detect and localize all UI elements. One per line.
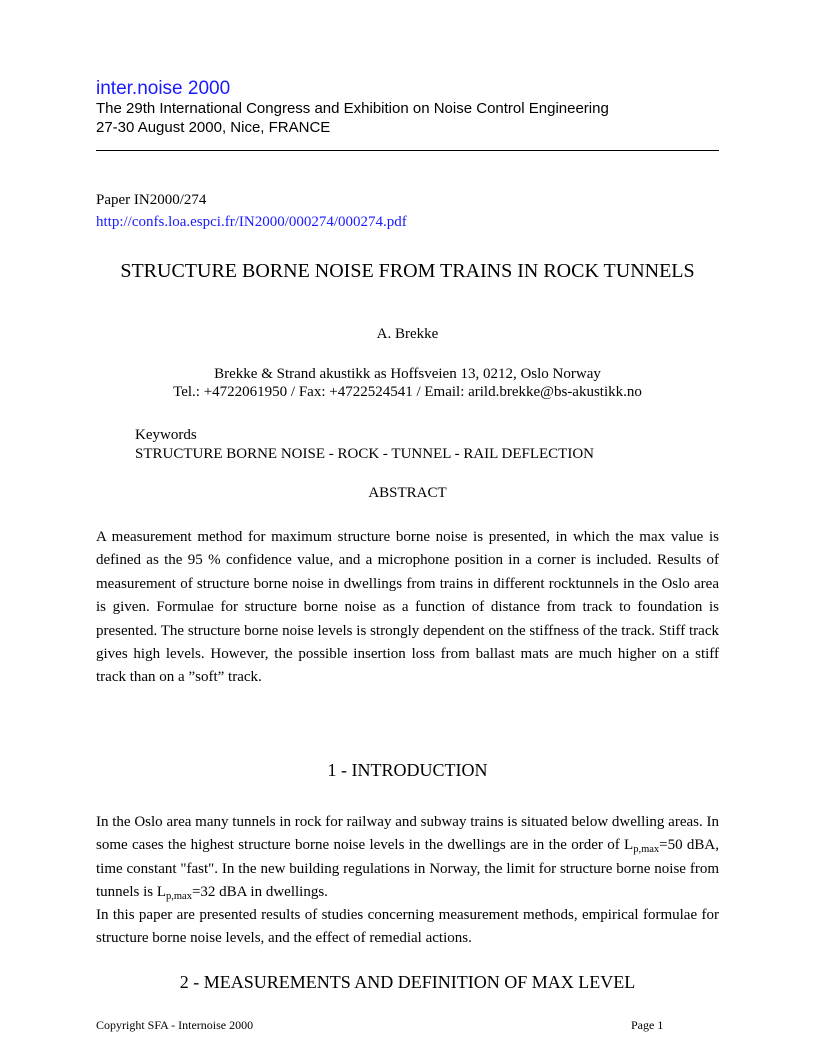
paper-id: Paper IN2000/274 [96, 192, 207, 208]
conference-dates: 27-30 August 2000, Nice, FRANCE [96, 119, 331, 136]
intro-paragraph-1: In the Oslo area many tunnels in rock for railway and subway trains is situated below dwelling areas. In some cases the highest structure borne noise levels in the dwellings are in the order of $L_{p,max}=50$ dBA, time constant "fast". In the new building regulations in Norway, the limit for structure borne noise from tunnels is $L_{p,max}=32$ dBA in dwellings. [96, 814, 719, 903]
section-heading-measurements: 2 - MEASUREMENTS AND DEFINITION OF MAX LEVEL [179, 972, 636, 992]
abstract-text: A measurement method for maximum structure borne noise is presented, in which the max value is defined as the 95 % confidence value, and a microphone position in a corner is included. Results of measurement of structure borne noise in dwellings from trains in different rocktunnels in the Oslo area is given. Formulae for structure borne noise as a function of distance from track to foundation is presented. The structure borne noise levels is strongly dependent on the stiffness of the track. Stiff track gives high levels. However, the possible insertion loss from ballast mats are much higher on a stiff track than on a ”soft” track. [96, 529, 719, 686]
paper-url-link[interactable]: http://confs.loa.espci.fr/IN2000/000274/000274.pdf [96, 214, 407, 230]
footer-copyright: Copyright SFA - Internoise 2000 [96, 1018, 254, 1032]
conference-name: inter.noise 2000 [96, 78, 231, 99]
header-divider [96, 150, 719, 151]
intro-paragraph-2: In this paper are presented results of studies concerning measurement methods, empirical formulae for structure borne noise levels, and the effect of remedial actions. [96, 907, 719, 947]
contact-info: Tel.: +4722061950 / Fax: +4722524541 / Email: arild.brekke@bs-akustikk.no [173, 384, 642, 400]
footer-page-number: Page 1 [631, 1018, 664, 1032]
keywords-list: STRUCTURE BORNE NOISE - ROCK - TUNNEL - RAIL DEFLECTION [135, 446, 595, 462]
section-heading-introduction: 1 - INTRODUCTION [327, 760, 488, 780]
keywords-label: Keywords [135, 427, 197, 443]
conference-full-title: The 29th International Congress and Exhibition on Noise Control Engineering [96, 100, 609, 117]
author: A. Brekke [376, 326, 439, 342]
paper-title: STRUCTURE BORNE NOISE FROM TRAINS IN ROCK TUNNELS [120, 260, 695, 282]
affiliation: Brekke & Strand akustikk as Hoffsveien 13, 0212, Oslo Norway [214, 366, 601, 382]
abstract-heading: ABSTRACT [368, 485, 447, 501]
